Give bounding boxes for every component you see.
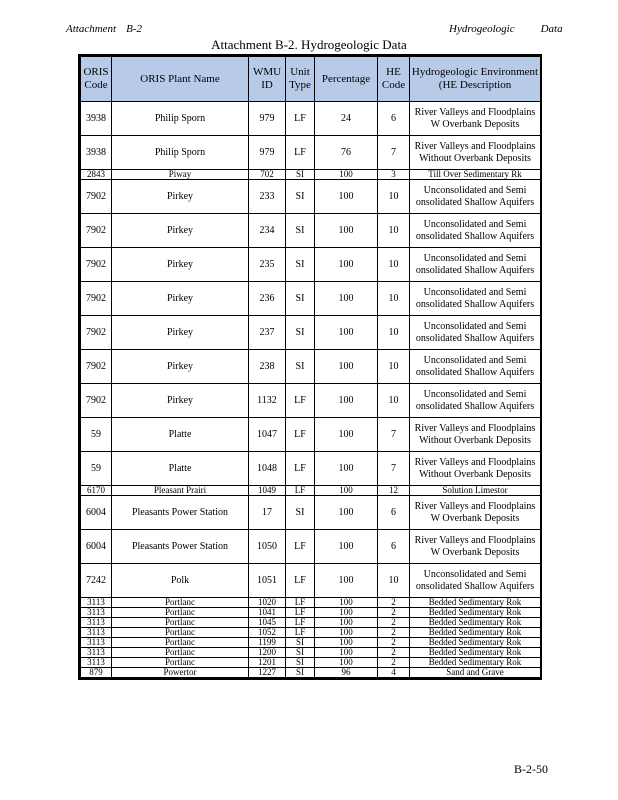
cell-he: 10 [378, 316, 410, 350]
cell-oris: 7902 [81, 350, 112, 384]
cell-unit: SI [286, 248, 315, 282]
table-row [81, 486, 541, 496]
cell-pct: 100 [315, 170, 378, 180]
table-row [81, 248, 541, 282]
cell-wmu: 238 [249, 350, 286, 384]
cell-plant: Pleasants Power Station [112, 530, 249, 564]
cell-he: 2 [378, 658, 410, 668]
cell-wmu: 1200 [249, 648, 286, 658]
table-row [81, 658, 541, 668]
running-header-right [449, 23, 563, 35]
cell-unit: LF [286, 136, 315, 170]
cell-he: 2 [378, 608, 410, 618]
cell-unit: SI [286, 658, 315, 668]
cell-unit: LF [286, 530, 315, 564]
cell-wmu: 1227 [249, 668, 286, 678]
cell-pct: 100 [315, 248, 378, 282]
cell-unit: SI [286, 668, 315, 678]
cell-pct: 100 [315, 452, 378, 486]
table-row [81, 608, 541, 618]
cell-env: River Valleys and Floodplains Without Overbank Deposits [410, 452, 541, 486]
cell-unit: SI [286, 638, 315, 648]
cell-he: 7 [378, 136, 410, 170]
cell-pct: 100 [315, 658, 378, 668]
header-word-1: Hydrogeologic [449, 23, 515, 35]
col-header-he-description: Hydrogeologic Environment (HE Description [410, 57, 541, 102]
cell-env: Bedded Sedimentary Rok [410, 608, 541, 618]
table-row [81, 170, 541, 180]
cell-plant: Portlanc [112, 658, 249, 668]
cell-unit: LF [286, 628, 315, 638]
cell-env: River Valleys and Floodplains W Overbank Deposits [410, 530, 541, 564]
cell-unit: SI [286, 180, 315, 214]
cell-pct: 100 [315, 618, 378, 628]
table-row [81, 628, 541, 638]
cell-pct: 100 [315, 598, 378, 608]
cell-env: Bedded Sedimentary Rok [410, 638, 541, 648]
cell-unit: LF [286, 452, 315, 486]
cell-plant: Powertor [112, 668, 249, 678]
cell-env: Till Over Sedimentary Rk [410, 170, 541, 180]
cell-oris: 7902 [81, 384, 112, 418]
cell-pct: 100 [315, 628, 378, 638]
cell-plant: Portlanc [112, 638, 249, 648]
cell-oris: 3113 [81, 638, 112, 648]
cell-plant: Pirkey [112, 282, 249, 316]
cell-pct: 100 [315, 648, 378, 658]
cell-env: Unconsolidated and Semi onsolidated Shallow Aquifers [410, 248, 541, 282]
cell-he: 6 [378, 530, 410, 564]
cell-he: 6 [378, 496, 410, 530]
cell-unit: LF [286, 608, 315, 618]
cell-plant: Pirkey [112, 214, 249, 248]
cell-he: 10 [378, 564, 410, 598]
cell-wmu: 233 [249, 180, 286, 214]
cell-wmu: 17 [249, 496, 286, 530]
cell-wmu: 1201 [249, 658, 286, 668]
cell-he: 2 [378, 598, 410, 608]
cell-wmu: 1049 [249, 486, 286, 496]
cell-he: 10 [378, 350, 410, 384]
cell-oris: 3113 [81, 658, 112, 668]
cell-oris: 3113 [81, 598, 112, 608]
table-caption: Attachment B-2. Hydrogeologic Data [211, 37, 407, 52]
cell-wmu: 1052 [249, 628, 286, 638]
cell-wmu: 1048 [249, 452, 286, 486]
cell-unit: SI [286, 316, 315, 350]
cell-env: Unconsolidated and Semi onsolidated Shallow Aquifers [410, 350, 541, 384]
cell-unit: SI [286, 282, 315, 316]
cell-wmu: 234 [249, 214, 286, 248]
cell-wmu: 237 [249, 316, 286, 350]
cell-plant: Pirkey [112, 248, 249, 282]
cell-pct: 100 [315, 564, 378, 598]
cell-wmu: 702 [249, 170, 286, 180]
cell-oris: 59 [81, 452, 112, 486]
cell-env: Unconsolidated and Semi onsolidated Shallow Aquifers [410, 180, 541, 214]
cell-unit: SI [286, 214, 315, 248]
table-row [81, 648, 541, 658]
table-row [81, 102, 541, 136]
cell-pct: 100 [315, 282, 378, 316]
cell-unit: SI [286, 496, 315, 530]
header-label: Attachment [66, 23, 117, 35]
table-row [81, 384, 541, 418]
table-row [81, 668, 541, 678]
table-row [81, 418, 541, 452]
table-row [81, 350, 541, 384]
hydrogeologic-data-table [78, 54, 542, 680]
cell-plant: Pirkey [112, 384, 249, 418]
table-row [81, 638, 541, 648]
cell-plant: Pirkey [112, 180, 249, 214]
col-header-wmu-id: WMU ID [249, 57, 286, 102]
table-row [81, 136, 541, 170]
cell-env: Bedded Sedimentary Rok [410, 618, 541, 628]
cell-oris: 6004 [81, 496, 112, 530]
cell-he: 7 [378, 418, 410, 452]
cell-env: River Valleys and Floodplains W Overbank Deposits [410, 102, 541, 136]
cell-he: 10 [378, 384, 410, 418]
page-number: B-2-50 [514, 762, 548, 776]
cell-unit: SI [286, 350, 315, 384]
cell-pct: 100 [315, 350, 378, 384]
cell-he: 3 [378, 170, 410, 180]
col-header-plant-name: ORIS Plant Name [112, 57, 249, 102]
cell-wmu: 979 [249, 102, 286, 136]
table-row [81, 452, 541, 486]
cell-unit: LF [286, 384, 315, 418]
cell-unit: LF [286, 486, 315, 496]
cell-he: 10 [378, 248, 410, 282]
table-row [81, 530, 541, 564]
col-header-he-code: HE Code [378, 57, 410, 102]
cell-plant: Portlanc [112, 598, 249, 608]
cell-pct: 76 [315, 136, 378, 170]
cell-he: 10 [378, 214, 410, 248]
cell-wmu: 1041 [249, 608, 286, 618]
cell-he: 10 [378, 282, 410, 316]
cell-oris: 2843 [81, 170, 112, 180]
cell-plant: Platte [112, 452, 249, 486]
cell-pct: 100 [315, 486, 378, 496]
cell-oris: 3938 [81, 102, 112, 136]
cell-oris: 7902 [81, 180, 112, 214]
cell-wmu: 1051 [249, 564, 286, 598]
cell-env: River Valleys and Floodplains Without Overbank Deposits [410, 418, 541, 452]
cell-he: 10 [378, 180, 410, 214]
cell-oris: 7902 [81, 316, 112, 350]
cell-plant: Philip Sporn [112, 136, 249, 170]
cell-oris: 7242 [81, 564, 112, 598]
cell-he: 12 [378, 486, 410, 496]
cell-oris: 7902 [81, 248, 112, 282]
cell-unit: LF [286, 618, 315, 628]
cell-oris: 3113 [81, 618, 112, 628]
cell-wmu: 1045 [249, 618, 286, 628]
cell-env: Bedded Sedimentary Rok [410, 658, 541, 668]
cell-oris: 7902 [81, 282, 112, 316]
cell-pct: 100 [315, 530, 378, 564]
running-header-left [66, 23, 152, 35]
cell-env: Bedded Sedimentary Rok [410, 628, 541, 638]
cell-plant: Philip Sporn [112, 102, 249, 136]
cell-pct: 100 [315, 180, 378, 214]
table-row [81, 214, 541, 248]
cell-env: Unconsolidated and Semi onsolidated Shallow Aquifers [410, 316, 541, 350]
cell-plant: Polk [112, 564, 249, 598]
cell-plant: Piway [112, 170, 249, 180]
cell-plant: Pirkey [112, 350, 249, 384]
cell-unit: LF [286, 564, 315, 598]
cell-wmu: 1199 [249, 638, 286, 648]
cell-oris: 6170 [81, 486, 112, 496]
col-header-percentage: Percentage [315, 57, 378, 102]
table-body [81, 102, 541, 678]
cell-wmu: 979 [249, 136, 286, 170]
col-header-unit-type: Unit Type [286, 57, 315, 102]
cell-plant: Pirkey [112, 316, 249, 350]
cell-unit: SI [286, 170, 315, 180]
cell-he: 7 [378, 452, 410, 486]
cell-oris: 7902 [81, 214, 112, 248]
cell-plant: Platte [112, 418, 249, 452]
cell-oris: 3113 [81, 628, 112, 638]
cell-he: 2 [378, 648, 410, 658]
cell-env: River Valleys and Floodplains W Overbank Deposits [410, 496, 541, 530]
cell-he: 2 [378, 628, 410, 638]
cell-oris: 3113 [81, 608, 112, 618]
cell-unit: LF [286, 418, 315, 452]
cell-pct: 24 [315, 102, 378, 136]
cell-env: Solution Limestor [410, 486, 541, 496]
table-row [81, 282, 541, 316]
cell-env: Unconsolidated and Semi onsolidated Shallow Aquifers [410, 384, 541, 418]
cell-env: River Valleys and Floodplains Without Overbank Deposits [410, 136, 541, 170]
cell-unit: LF [286, 598, 315, 608]
col-header-oris-code: ORIS Code [81, 57, 112, 102]
cell-oris: 3938 [81, 136, 112, 170]
cell-env: Unconsolidated and Semi onsolidated Shallow Aquifers [410, 214, 541, 248]
cell-env: Bedded Sedimentary Rok [410, 648, 541, 658]
cell-unit: SI [286, 648, 315, 658]
table-header-row [81, 57, 541, 102]
cell-wmu: 1020 [249, 598, 286, 608]
cell-he: 2 [378, 638, 410, 648]
cell-he: 2 [378, 618, 410, 628]
cell-env: Bedded Sedimentary Rok [410, 598, 541, 608]
header-word-2: Data [540, 23, 563, 35]
cell-pct: 100 [315, 638, 378, 648]
cell-pct: 96 [315, 668, 378, 678]
cell-pct: 100 [315, 214, 378, 248]
header-code: B-2 [126, 23, 142, 35]
cell-he: 4 [378, 668, 410, 678]
table-row [81, 316, 541, 350]
cell-plant: Portlanc [112, 608, 249, 618]
cell-env: Unconsolidated and Semi onsolidated Shallow Aquifers [410, 564, 541, 598]
cell-pct: 100 [315, 384, 378, 418]
cell-oris: 879 [81, 668, 112, 678]
cell-wmu: 236 [249, 282, 286, 316]
cell-he: 6 [378, 102, 410, 136]
cell-unit: LF [286, 102, 315, 136]
cell-env: Unconsolidated and Semi onsolidated Shallow Aquifers [410, 282, 541, 316]
cell-pct: 100 [315, 496, 378, 530]
cell-wmu: 235 [249, 248, 286, 282]
cell-oris: 6004 [81, 530, 112, 564]
cell-wmu: 1047 [249, 418, 286, 452]
table-row [81, 598, 541, 608]
cell-pct: 100 [315, 316, 378, 350]
cell-plant: Pleasant Prairi [112, 486, 249, 496]
table-row [81, 618, 541, 628]
cell-oris: 3113 [81, 648, 112, 658]
cell-oris: 59 [81, 418, 112, 452]
cell-env: Sand and Grave [410, 668, 541, 678]
cell-plant: Portlanc [112, 648, 249, 658]
cell-wmu: 1132 [249, 384, 286, 418]
cell-pct: 100 [315, 608, 378, 618]
cell-wmu: 1050 [249, 530, 286, 564]
cell-plant: Pleasants Power Station [112, 496, 249, 530]
cell-plant: Portlanc [112, 618, 249, 628]
cell-pct: 100 [315, 418, 378, 452]
table-row [81, 180, 541, 214]
cell-plant: Portlanc [112, 628, 249, 638]
table-row [81, 564, 541, 598]
table-row [81, 496, 541, 530]
